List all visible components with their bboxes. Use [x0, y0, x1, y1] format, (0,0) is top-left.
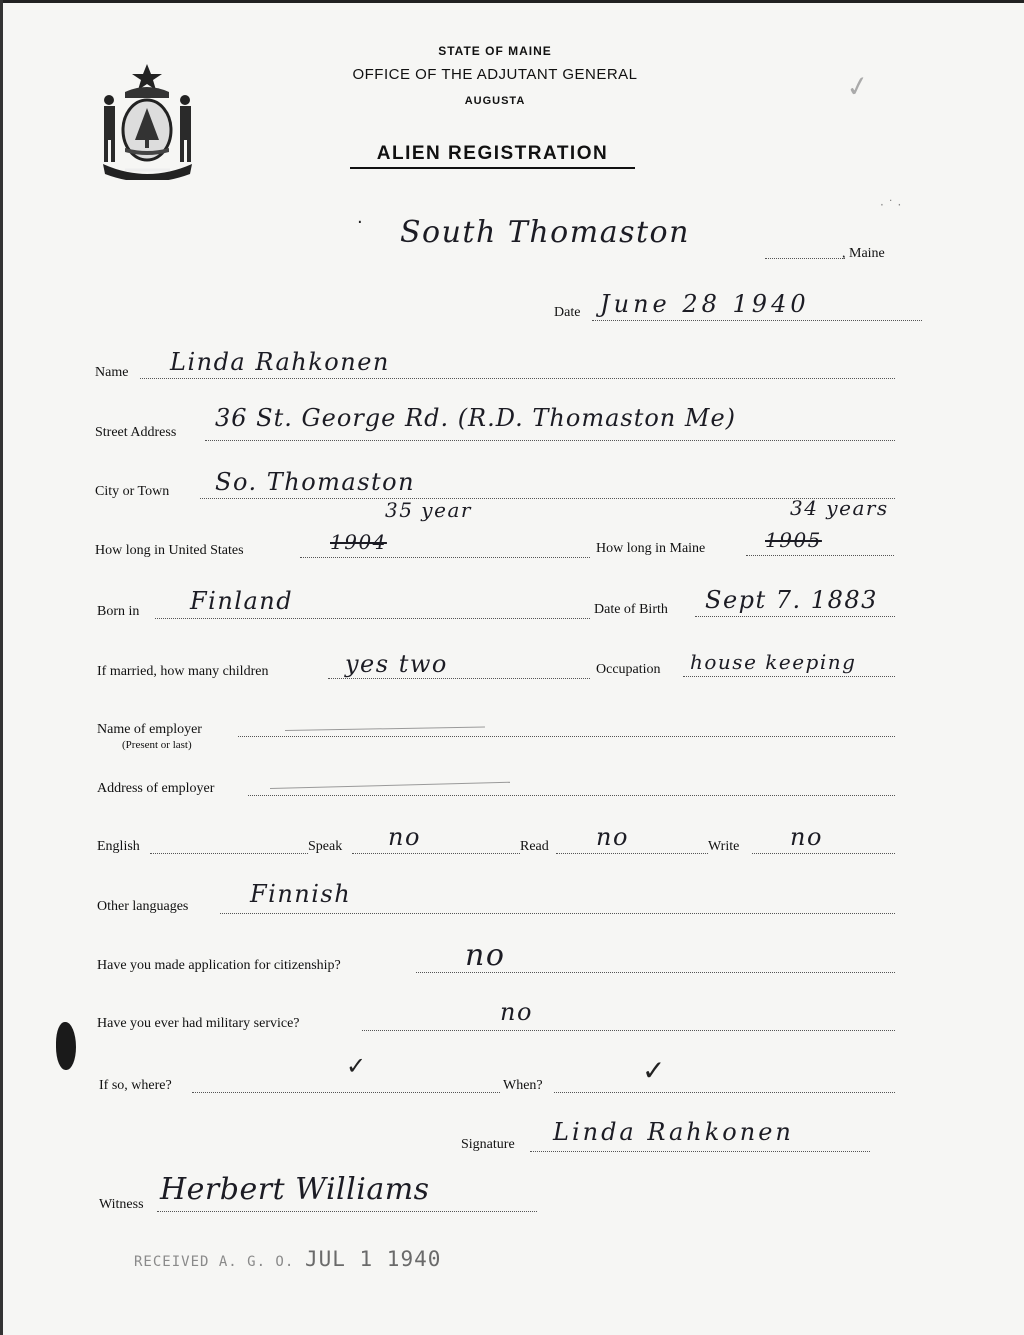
where-check-icon: ✓ [346, 1052, 367, 1080]
dot-mark-icon: · [357, 212, 363, 233]
state-heading: STATE OF MAINE [438, 44, 552, 58]
witness-line [157, 1211, 537, 1212]
town-line [765, 258, 845, 259]
employer-name-sublabel: (Present or last) [122, 739, 192, 751]
speak-label: Speak [308, 839, 343, 854]
years-us-handwritten: 35 year [385, 498, 472, 522]
date-of-birth-handwritten: Sept 7. 1883 [705, 586, 878, 614]
employer-address-line [248, 795, 895, 796]
other-languages-label: Other languages [97, 899, 189, 914]
office-heading: OFFICE OF THE ADJUTANT GENERAL [352, 66, 638, 83]
date-of-birth-line [695, 616, 895, 617]
military-line [362, 1030, 895, 1031]
when-line [554, 1092, 895, 1093]
military-label: Have you ever had military service? [97, 1016, 300, 1031]
speak-handwritten: no [388, 823, 421, 851]
born-in-line [155, 618, 590, 619]
read-line [556, 853, 708, 854]
write-line [752, 853, 895, 854]
date-line [592, 320, 922, 321]
write-label: Write [708, 839, 740, 854]
name-line [140, 378, 895, 379]
employer-name-line [238, 736, 895, 737]
signature-handwritten: Linda Rahkonen [553, 1118, 794, 1146]
citizenship-handwritten: no [465, 938, 506, 973]
occupation-label: Occupation [596, 662, 661, 677]
town-handwritten: South Thomaston [400, 215, 690, 250]
other-languages-handwritten: Finnish [250, 880, 352, 908]
date-label: Date [554, 305, 581, 320]
where-line [192, 1092, 500, 1093]
where-label: If so, where? [99, 1078, 172, 1093]
years-maine-struck-handwritten: 1905 [765, 528, 822, 552]
english-line [150, 853, 308, 854]
citizenship-label: Have you made application for citizenship? [97, 958, 341, 973]
children-handwritten: yes two [345, 650, 448, 678]
employer-name-label: Name of employer [97, 722, 202, 737]
ink-blot [56, 1022, 76, 1070]
date-of-birth-label: Date of Birth [594, 602, 668, 617]
occupation-line [683, 676, 895, 677]
when-label: When? [503, 1078, 543, 1093]
signature-line [530, 1151, 870, 1152]
name-handwritten: Linda Rahkonen [170, 348, 390, 376]
born-in-label: Born in [97, 604, 140, 619]
name-label: Name [95, 365, 129, 380]
years-us-struck-handwritten: 1904 [330, 530, 387, 554]
english-label: English [97, 839, 140, 854]
street-address-handwritten: 36 St. George Rd. (R.D. Thomaston Me) [215, 404, 737, 432]
read-handwritten: no [596, 823, 629, 851]
years-maine-line [746, 555, 894, 556]
date-handwritten: June 28 1940 [600, 290, 810, 318]
read-label: Read [520, 839, 549, 854]
other-languages-line [220, 913, 895, 914]
received-stamp-date: JUL 1 1940 [304, 1247, 442, 1271]
employer-name-pencil-stroke [285, 727, 485, 731]
city-handwritten: So. Thomaston [215, 468, 416, 496]
speak-line [352, 853, 520, 854]
street-address-line [205, 440, 895, 441]
street-address-label: Street Address [95, 425, 177, 440]
employer-address-label: Address of employer [97, 781, 215, 796]
city-heading: AUGUSTA [464, 95, 526, 107]
born-in-handwritten: Finland [190, 587, 294, 615]
maine-label: , Maine [842, 246, 885, 261]
witness-handwritten: Herbert Williams [160, 1172, 430, 1207]
children-label: If married, how many children [97, 664, 269, 679]
when-check-icon: ✓ [642, 1054, 666, 1087]
occupation-handwritten: house keeping [690, 650, 857, 674]
received-stamp-text: RECEIVED A. G. O. [134, 1254, 295, 1270]
years-us-line [300, 557, 590, 558]
children-line [328, 678, 590, 679]
years-us-label: How long in United States [95, 543, 244, 558]
city-label: City or Town [95, 484, 170, 499]
employer-address-pencil-stroke [270, 782, 510, 789]
years-maine-handwritten: 34 years [790, 496, 889, 520]
witness-label: Witness [99, 1197, 144, 1212]
check-mark-icon: ✓ [843, 68, 873, 105]
received-stamp [134, 1247, 441, 1271]
signature-label: Signature [461, 1137, 515, 1152]
form-title: ALIEN REGISTRATION [350, 143, 635, 169]
write-handwritten: no [790, 823, 823, 851]
years-maine-label: How long in Maine [596, 541, 706, 556]
pencil-mark-icon: · ˙ · [880, 198, 902, 212]
military-handwritten: no [500, 998, 533, 1026]
